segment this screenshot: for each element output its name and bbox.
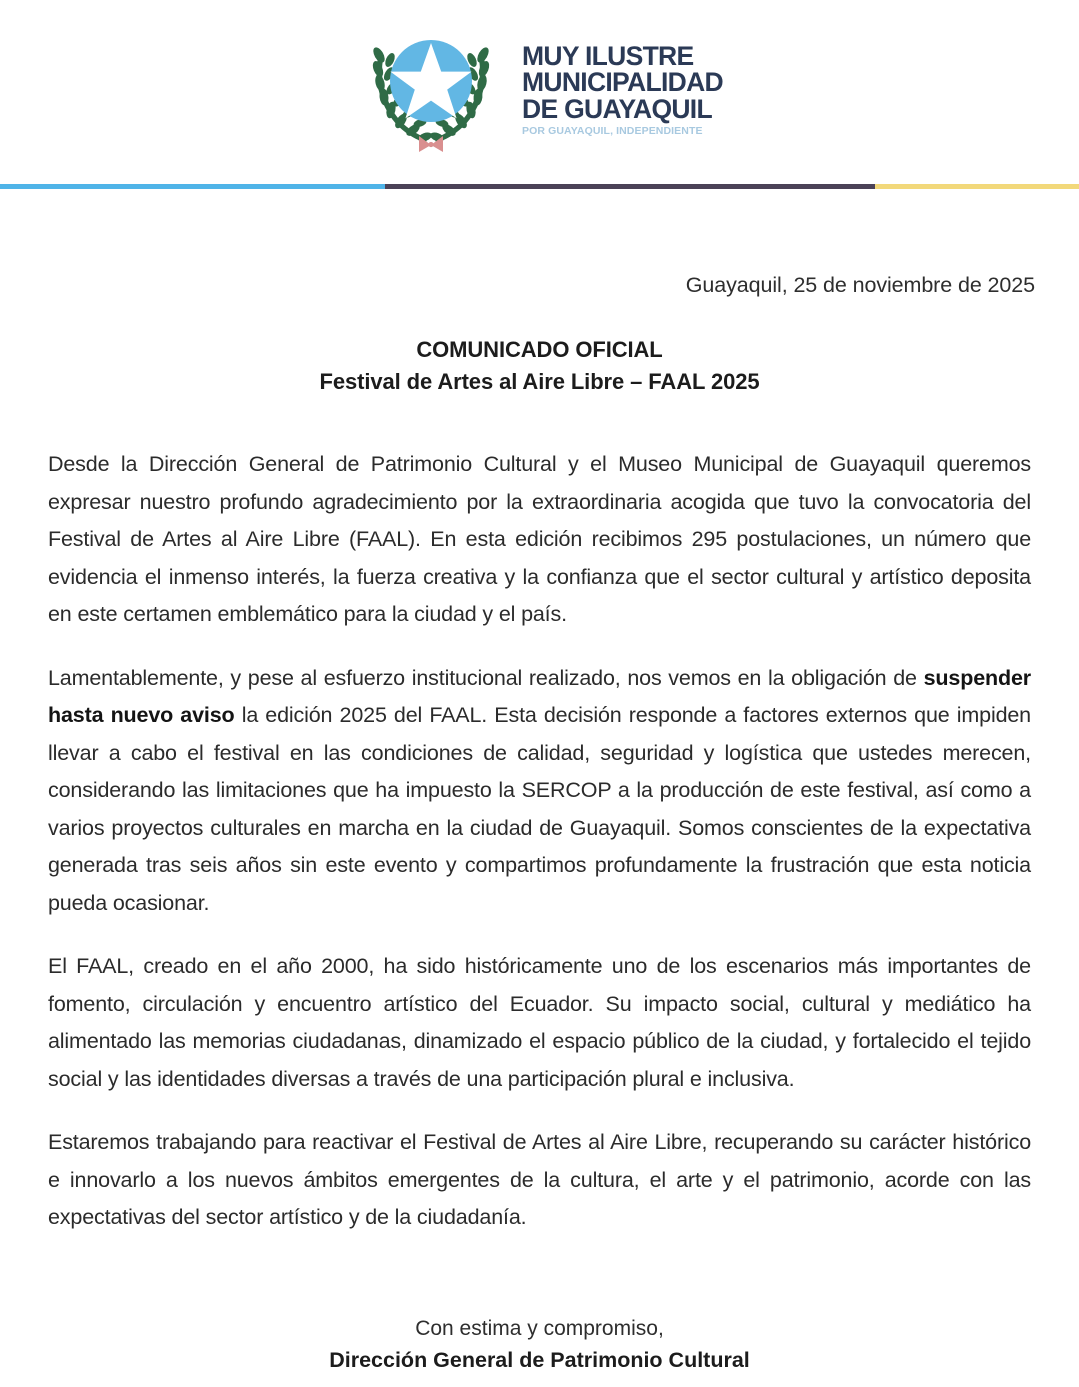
page-subtitle: Festival de Artes al Aire Libre – FAAL 2025 xyxy=(319,369,760,394)
divider-segment-blue xyxy=(0,184,385,189)
letterhead xyxy=(0,0,1079,178)
wordmark-tagline: POR GUAYAQUIL, INDEPENDIENTE xyxy=(522,125,703,138)
document-body xyxy=(0,270,1079,1376)
divider-segment-yellow xyxy=(875,184,1079,189)
municipality-wordmark xyxy=(522,39,723,140)
paragraph-2: Lamentablemente, y pese al esfuerzo institucional realizado, nos vemos en la obligación de suspender hasta nuevo aviso la edición 2025 del FAAL. Esta decisión responde a factores externos que impiden llevar a cabo el festival en las condiciones de calidad, seguridad y logística que ustedes merecen, considerando las limitaciones que ha impuesto la SERCOP a la producción de este festival, así como a varios proyectos culturales en marcha en la ciudad de Guayaquil. Somos conscientes de la expectativa generada tras seis años sin este evento y compartimos profundamente la frustración que esta noticia pueda ocasionar. xyxy=(48,665,1031,915)
wordmark-line-2: MUNICIPALIDAD xyxy=(522,67,723,98)
brand-lockup xyxy=(0,24,1079,154)
page-title: COMUNICADO OFICIAL xyxy=(416,337,663,362)
paragraph-1: Desde la Dirección General de Patrimonio Cultural y el Museo Municipal de Guayaquil queremos expresar nuestro profundo agradecimiento por la extraordinaria acogida que tuvo la convocatoria del Festival de Artes al Aire Libre (FAAL). En esta edición recibimos 295 postulaciones, un número que evidencia el inmenso interés, la fuerza creativa y la confianza que el sector cultural y artístico deposita en este certamen emblemático para la ciudad y el país. xyxy=(48,452,1031,626)
tricolor-divider xyxy=(0,178,1079,194)
paragraph-4: Estaremos trabajando para reactivar el Festival de Artes al Aire Libre, recuperando su carácter histórico e innovarlo a los nuevos ámbitos emergentes de la cultura, el arte y el patrimonio, acorde con las expectativas del sector artístico y de la ciudadanía. xyxy=(48,1130,1031,1229)
guayaquil-coat-of-arms-icon xyxy=(356,24,506,154)
title-block xyxy=(40,334,1039,398)
date-line: Guayaquil, 25 de noviembre de 2025 xyxy=(685,273,1035,297)
signoff-department: Dirección General de Patrimonio Cultural xyxy=(329,1347,750,1372)
signature-block xyxy=(40,1313,1039,1376)
divider-segment-purple xyxy=(385,184,875,189)
wordmark-line-1: MUY ILUSTRE xyxy=(522,40,694,71)
letter-prose xyxy=(40,446,1039,1237)
paragraph-3: El FAAL, creado en el año 2000, ha sido históricamente uno de los escenarios más importantes de fomento, circulación y encuentro artístico del Ecuador. Su impacto social, cultural y mediático ha alimentado las memorias ciudadanas, dinamizado el espacio público de la ciudad, y fortalecido el tejido social y las identidades diversas a través de una participación plural e inclusiva. xyxy=(48,954,1031,1091)
signoff-closing: Con estima y compromiso, xyxy=(415,1316,664,1340)
wordmark-line-3: DE GUAYAQUIL xyxy=(522,93,712,124)
